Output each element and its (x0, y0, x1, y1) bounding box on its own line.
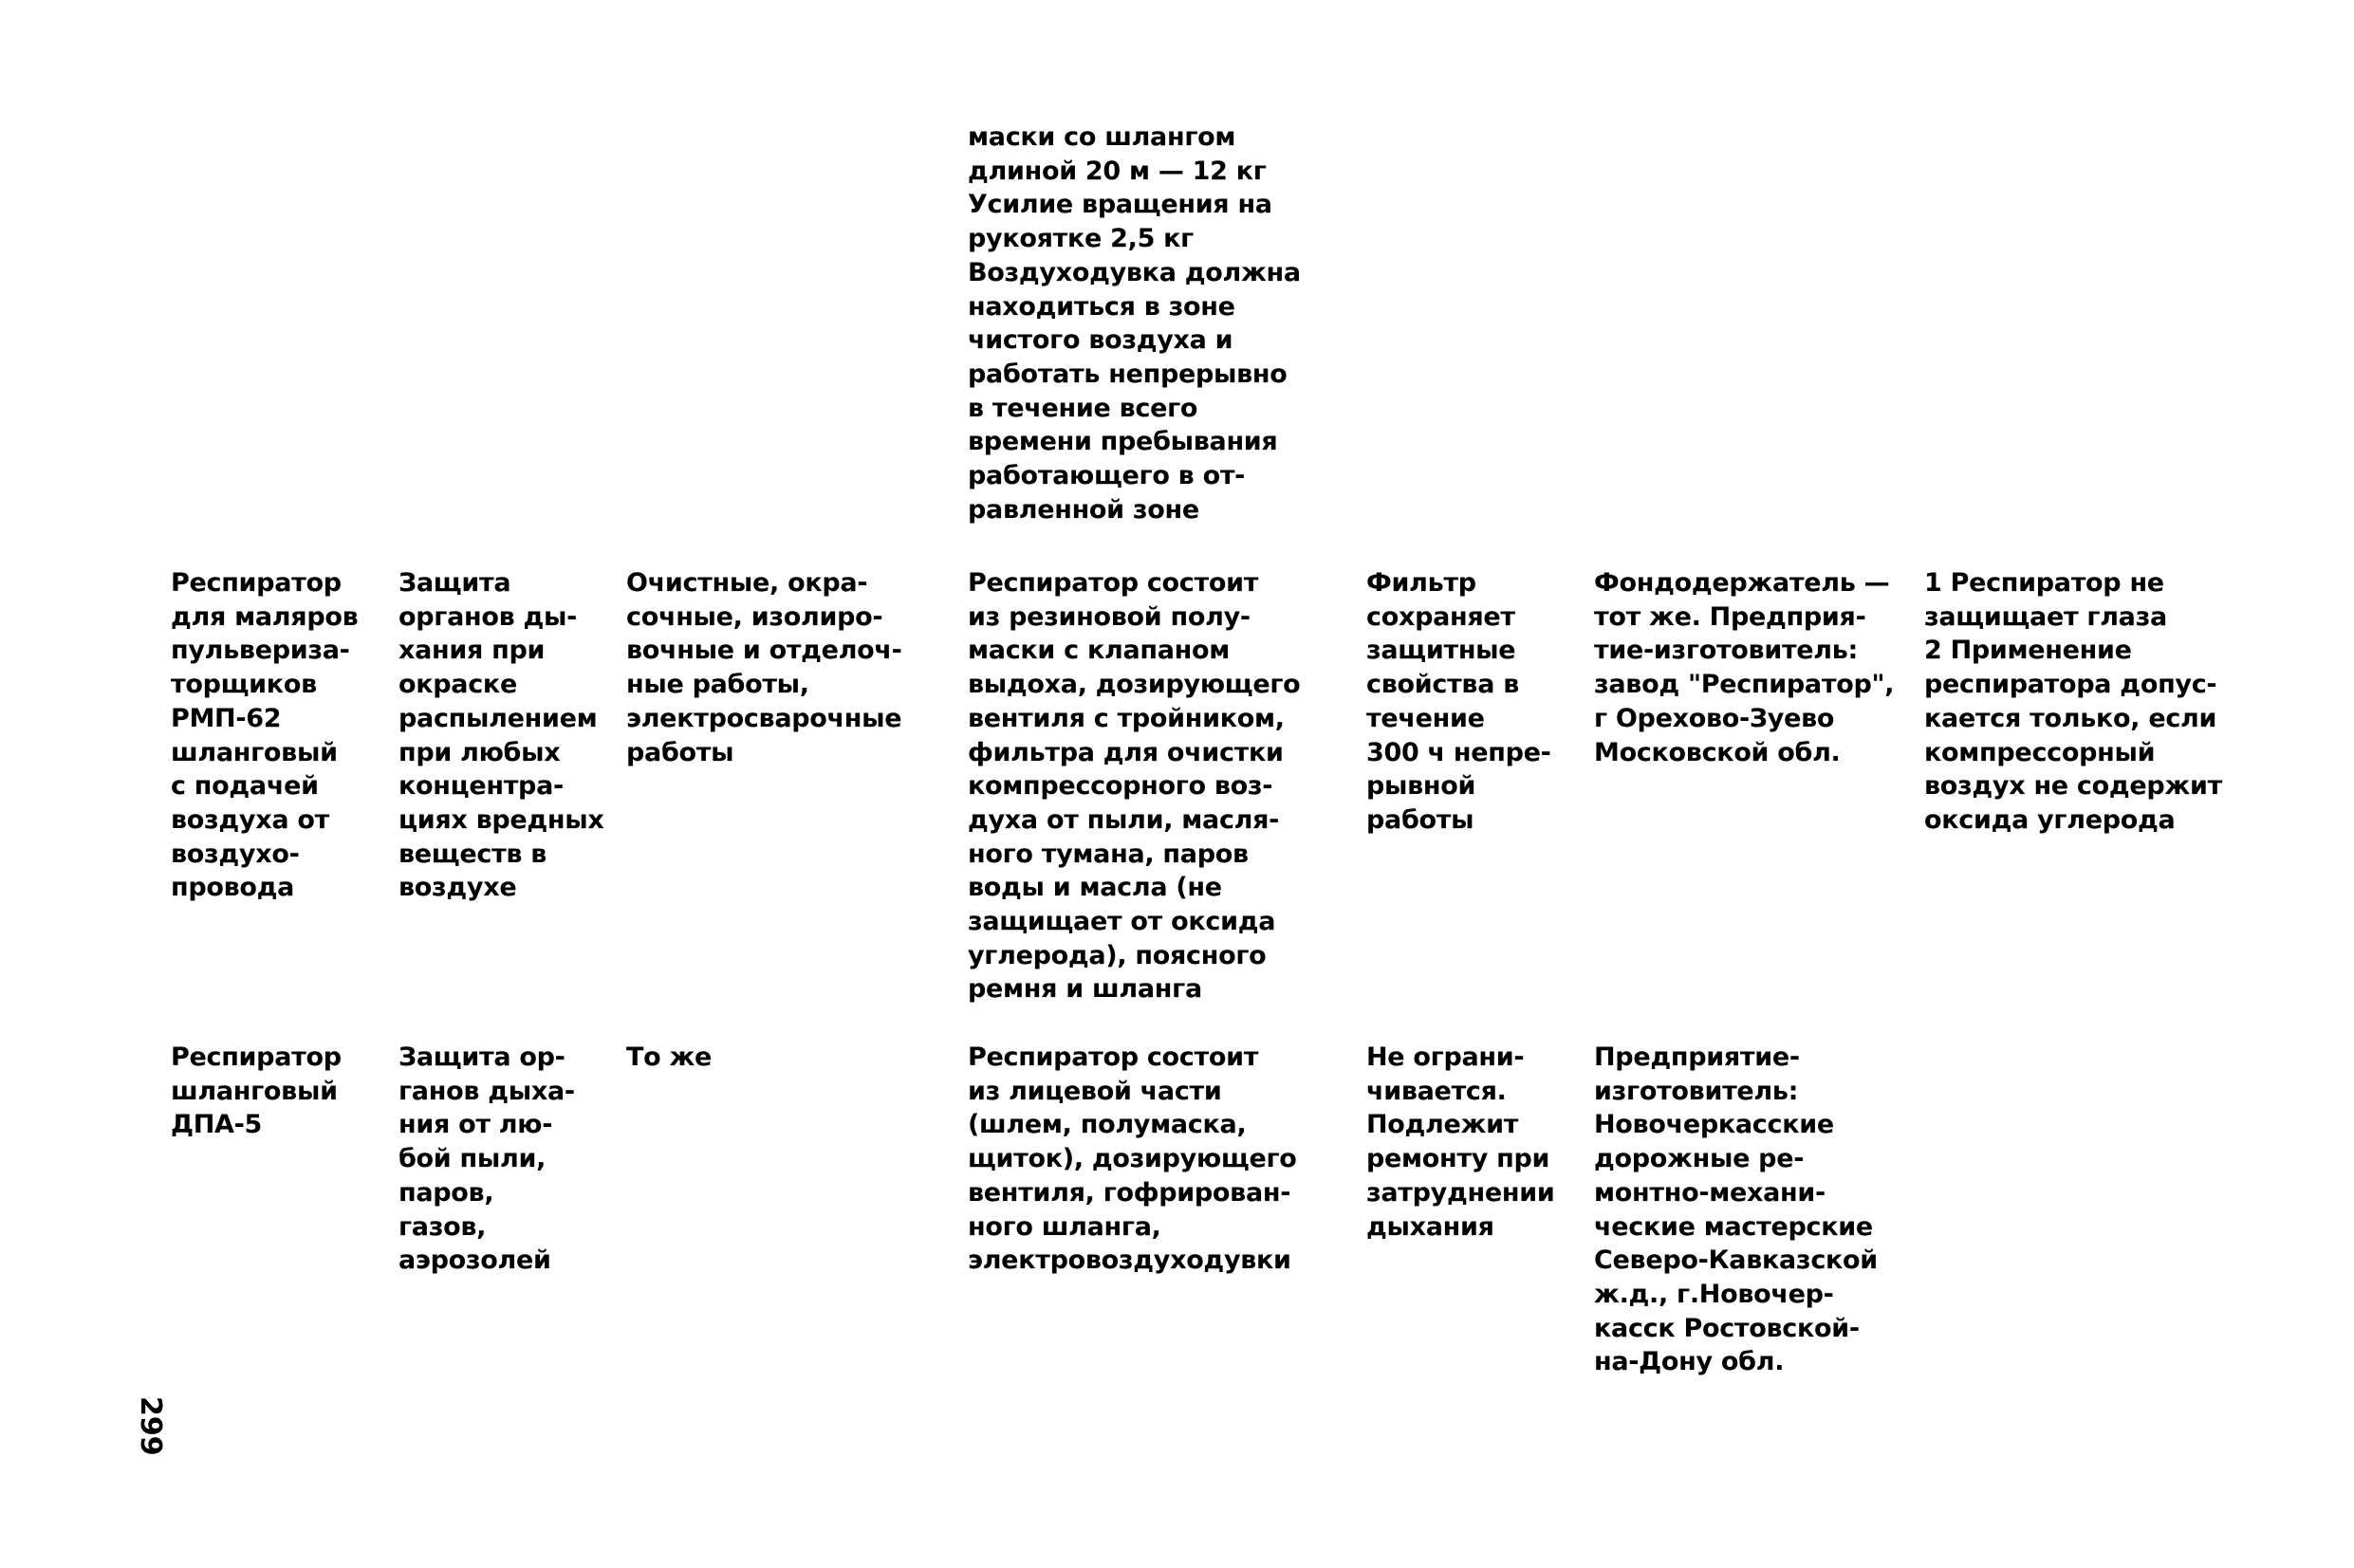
row-1-service-life-line: свойства в (1366, 670, 1520, 700)
row-1-manufacturer (1594, 566, 1894, 769)
row-2-service-life-line: ремонту при (1366, 1144, 1550, 1174)
row-1-notes-line: кается только, если (1924, 703, 2217, 733)
continuation-text-line: в течение всего (968, 393, 1198, 423)
row-2-manufacturer (1594, 1041, 1878, 1379)
row-1-notes-line: 2 Применение (1924, 636, 2132, 666)
row-2-name-line: Респиратор (171, 1042, 342, 1072)
row-1-description-line: выдоха, дозирующего (968, 670, 1301, 700)
continuation-text-line: работающего в от- (968, 461, 1246, 491)
continuation-text (968, 120, 1301, 526)
continuation-text-line: маски со шлангом (968, 122, 1236, 152)
row-2-purpose-line: ганов дыха- (399, 1076, 575, 1106)
row-1-notes-line: респиратора допус- (1924, 670, 2217, 700)
row-2-manufacturer-line: изготовитель: (1594, 1076, 1799, 1106)
continuation-text-line: времени пребывания (968, 427, 1278, 457)
row-1-name-line: торщиков (171, 670, 317, 700)
row-1-application-line: электросварочные (626, 703, 902, 733)
row-2-purpose-line: Защита ор- (399, 1042, 565, 1072)
row-1-name-line: воздухо- (171, 839, 300, 869)
row-1-description-line: защищает от оксида (968, 907, 1276, 937)
row-2-description-line: ного шланга, (968, 1211, 1161, 1242)
row-1-name-line: для маляров (171, 601, 359, 632)
row-1-name-line: воздуха от (171, 804, 329, 835)
row-1-notes-line: компрессорный (1924, 737, 2156, 767)
row-1-description (968, 566, 1300, 1006)
row-1-description-line: компрессорного воз- (968, 771, 1273, 802)
row-2-purpose-line: бой пыли, (399, 1144, 547, 1174)
row-1-description-line: ного тумана, паров (968, 839, 1249, 869)
row-1-application-line: вочные и отделоч- (626, 636, 902, 666)
row-2-description-line: электровоздуходувки (968, 1245, 1291, 1276)
row-1-service-life-line: течение (1366, 703, 1485, 733)
row-2-application (626, 1041, 712, 1075)
continuation-text-line: длиной 20 м — 12 кг (968, 156, 1267, 186)
row-1-description-line: Респиратор состоит (968, 568, 1259, 598)
row-2-manufacturer-line: Предприятие- (1594, 1042, 1800, 1072)
row-1-purpose-line: хания при (399, 636, 546, 666)
row-1-name (171, 566, 358, 905)
row-1-description-line: вентиля с тройником, (968, 703, 1285, 733)
row-2-purpose (399, 1041, 575, 1278)
row-1-manufacturer-line: тие-изготовитель: (1594, 636, 1859, 666)
row-2-service-life-line: дыхания (1366, 1211, 1494, 1242)
continuation-text-line: находиться в зоне (968, 291, 1235, 322)
row-1-purpose-line: Защита (399, 568, 511, 598)
row-2-service-life-line: затруднении (1366, 1177, 1555, 1208)
row-1-name-line: Респиратор (171, 568, 342, 598)
row-2-purpose-line: ния от лю- (399, 1110, 553, 1140)
row-1-description-line: воды и масла (не (968, 873, 1222, 903)
row-1-purpose-line: при любых (399, 737, 561, 767)
row-1-manufacturer-line: тот же. Предприя- (1594, 601, 1866, 632)
row-2-name-line: ДПА-5 (171, 1110, 263, 1140)
continuation-text-line: чистого воздуха и (968, 325, 1233, 356)
row-1-service-life-line: Фильтр (1366, 568, 1476, 598)
row-1-application-line: работы (626, 737, 734, 767)
row-1-service-life-line: 300 ч непре- (1366, 737, 1551, 767)
row-2-description-line: Респиратор состоит (968, 1042, 1259, 1072)
row-2-description-line: щиток), дозирующего (968, 1144, 1297, 1174)
row-2-description-line: вентиля, гофрирован- (968, 1177, 1291, 1208)
row-1-notes (1924, 566, 2222, 838)
row-1-notes-line: защищает глаза (1924, 601, 2167, 632)
row-1-application-line: Очистные, окра- (626, 568, 868, 598)
row-1-application-line: сочные, изолиро- (626, 601, 883, 632)
row-1-name-line: пульвериза- (171, 636, 350, 666)
row-2-name (171, 1041, 342, 1142)
continuation-text-line: рукоятке 2,5 кг (968, 224, 1194, 254)
row-1-description-line: маски с клапаном (968, 636, 1231, 666)
row-1-manufacturer-line: Фондодержатель — (1594, 568, 1890, 598)
row-2-name-line: шланговый (171, 1076, 338, 1106)
row-1-service-life (1366, 566, 1551, 838)
row-1-service-life-line: рывной (1366, 771, 1476, 802)
row-1-service-life-line: работы (1366, 804, 1474, 835)
row-2-manufacturer-line: монтно-механи- (1594, 1177, 1826, 1208)
continuation-text-line: Воздуходувка должна (968, 257, 1301, 287)
row-1-notes-line: 1 Респиратор не (1924, 568, 2164, 598)
row-1-description-line: фильтра для очистки (968, 737, 1284, 767)
row-2-manufacturer-line: на-Дону обл. (1594, 1347, 1785, 1377)
row-2-manufacturer-line: Северо-Кавказской (1594, 1245, 1878, 1276)
row-2-purpose-line: аэрозолей (399, 1245, 551, 1276)
row-2-service-life-line: Не ограни- (1366, 1042, 1525, 1072)
row-1-name-line: шланговый (171, 737, 338, 767)
row-2-description (968, 1041, 1297, 1278)
row-1-purpose-line: веществ в (399, 839, 547, 869)
row-1-name-line: РМП-62 (171, 703, 282, 733)
row-2-service-life-line: Подлежит (1366, 1110, 1519, 1140)
row-1-notes-line: воздух не содержит (1924, 771, 2222, 802)
row-1-service-life-line: сохраняет (1366, 601, 1515, 632)
row-2-purpose-line: газов, (399, 1211, 487, 1242)
row-1-purpose-line: органов ды- (399, 601, 578, 632)
row-1-description-line: углерода), поясного (968, 940, 1267, 970)
row-2-description-line: (шлем, полумаска, (968, 1110, 1247, 1140)
row-2-service-life-line: чивается. (1366, 1076, 1507, 1106)
row-1-application-line: ные работы, (626, 670, 809, 700)
row-1-notes-line: оксида углерода (1924, 804, 2176, 835)
row-1-manufacturer-line: Московской обл. (1594, 737, 1841, 767)
row-2-service-life (1366, 1041, 1554, 1244)
page-number: 299 (134, 1396, 167, 1456)
row-2-manufacturer-line: ж.д., г.Новочер- (1594, 1279, 1834, 1309)
row-1-manufacturer-line: завод "Респиратор", (1594, 670, 1895, 700)
row-2-manufacturer-line: касск Ростовской- (1594, 1313, 1860, 1343)
row-2-manufacturer-line: Новочеркасские (1594, 1110, 1834, 1140)
row-1-purpose (399, 566, 604, 905)
row-2-manufacturer-line: ческие мастерские (1594, 1211, 1873, 1242)
row-1-name-line: провода (171, 873, 295, 903)
row-1-application (626, 566, 902, 769)
row-1-service-life-line: защитные (1366, 636, 1516, 666)
row-1-purpose-line: воздухе (399, 873, 517, 903)
row-1-manufacturer-line: г Орехово-Зуево (1594, 703, 1835, 733)
row-1-name-line: с подачей (171, 771, 319, 802)
row-2-description-line: из лицевой части (968, 1076, 1222, 1106)
continuation-text-line: Усилие вращения на (968, 190, 1272, 220)
row-1-description-line: духа от пыли, масля- (968, 804, 1280, 835)
row-1-purpose-line: концентра- (399, 771, 564, 802)
row-1-purpose-line: циях вредных (399, 804, 604, 835)
row-2-manufacturer-line: дорожные ре- (1594, 1144, 1805, 1174)
row-2-application-line: То же (626, 1042, 713, 1072)
row-1-description-line: из резиновой полу- (968, 601, 1251, 632)
row-1-description-line: ремня и шланга (968, 974, 1202, 1005)
row-1-purpose-line: окраске (399, 670, 517, 700)
row-2-purpose-line: паров, (399, 1177, 494, 1208)
continuation-text-line: равленной зоне (968, 494, 1199, 525)
continuation-text-line: работать непрерывно (968, 359, 1288, 389)
row-1-purpose-line: распылением (399, 703, 598, 733)
